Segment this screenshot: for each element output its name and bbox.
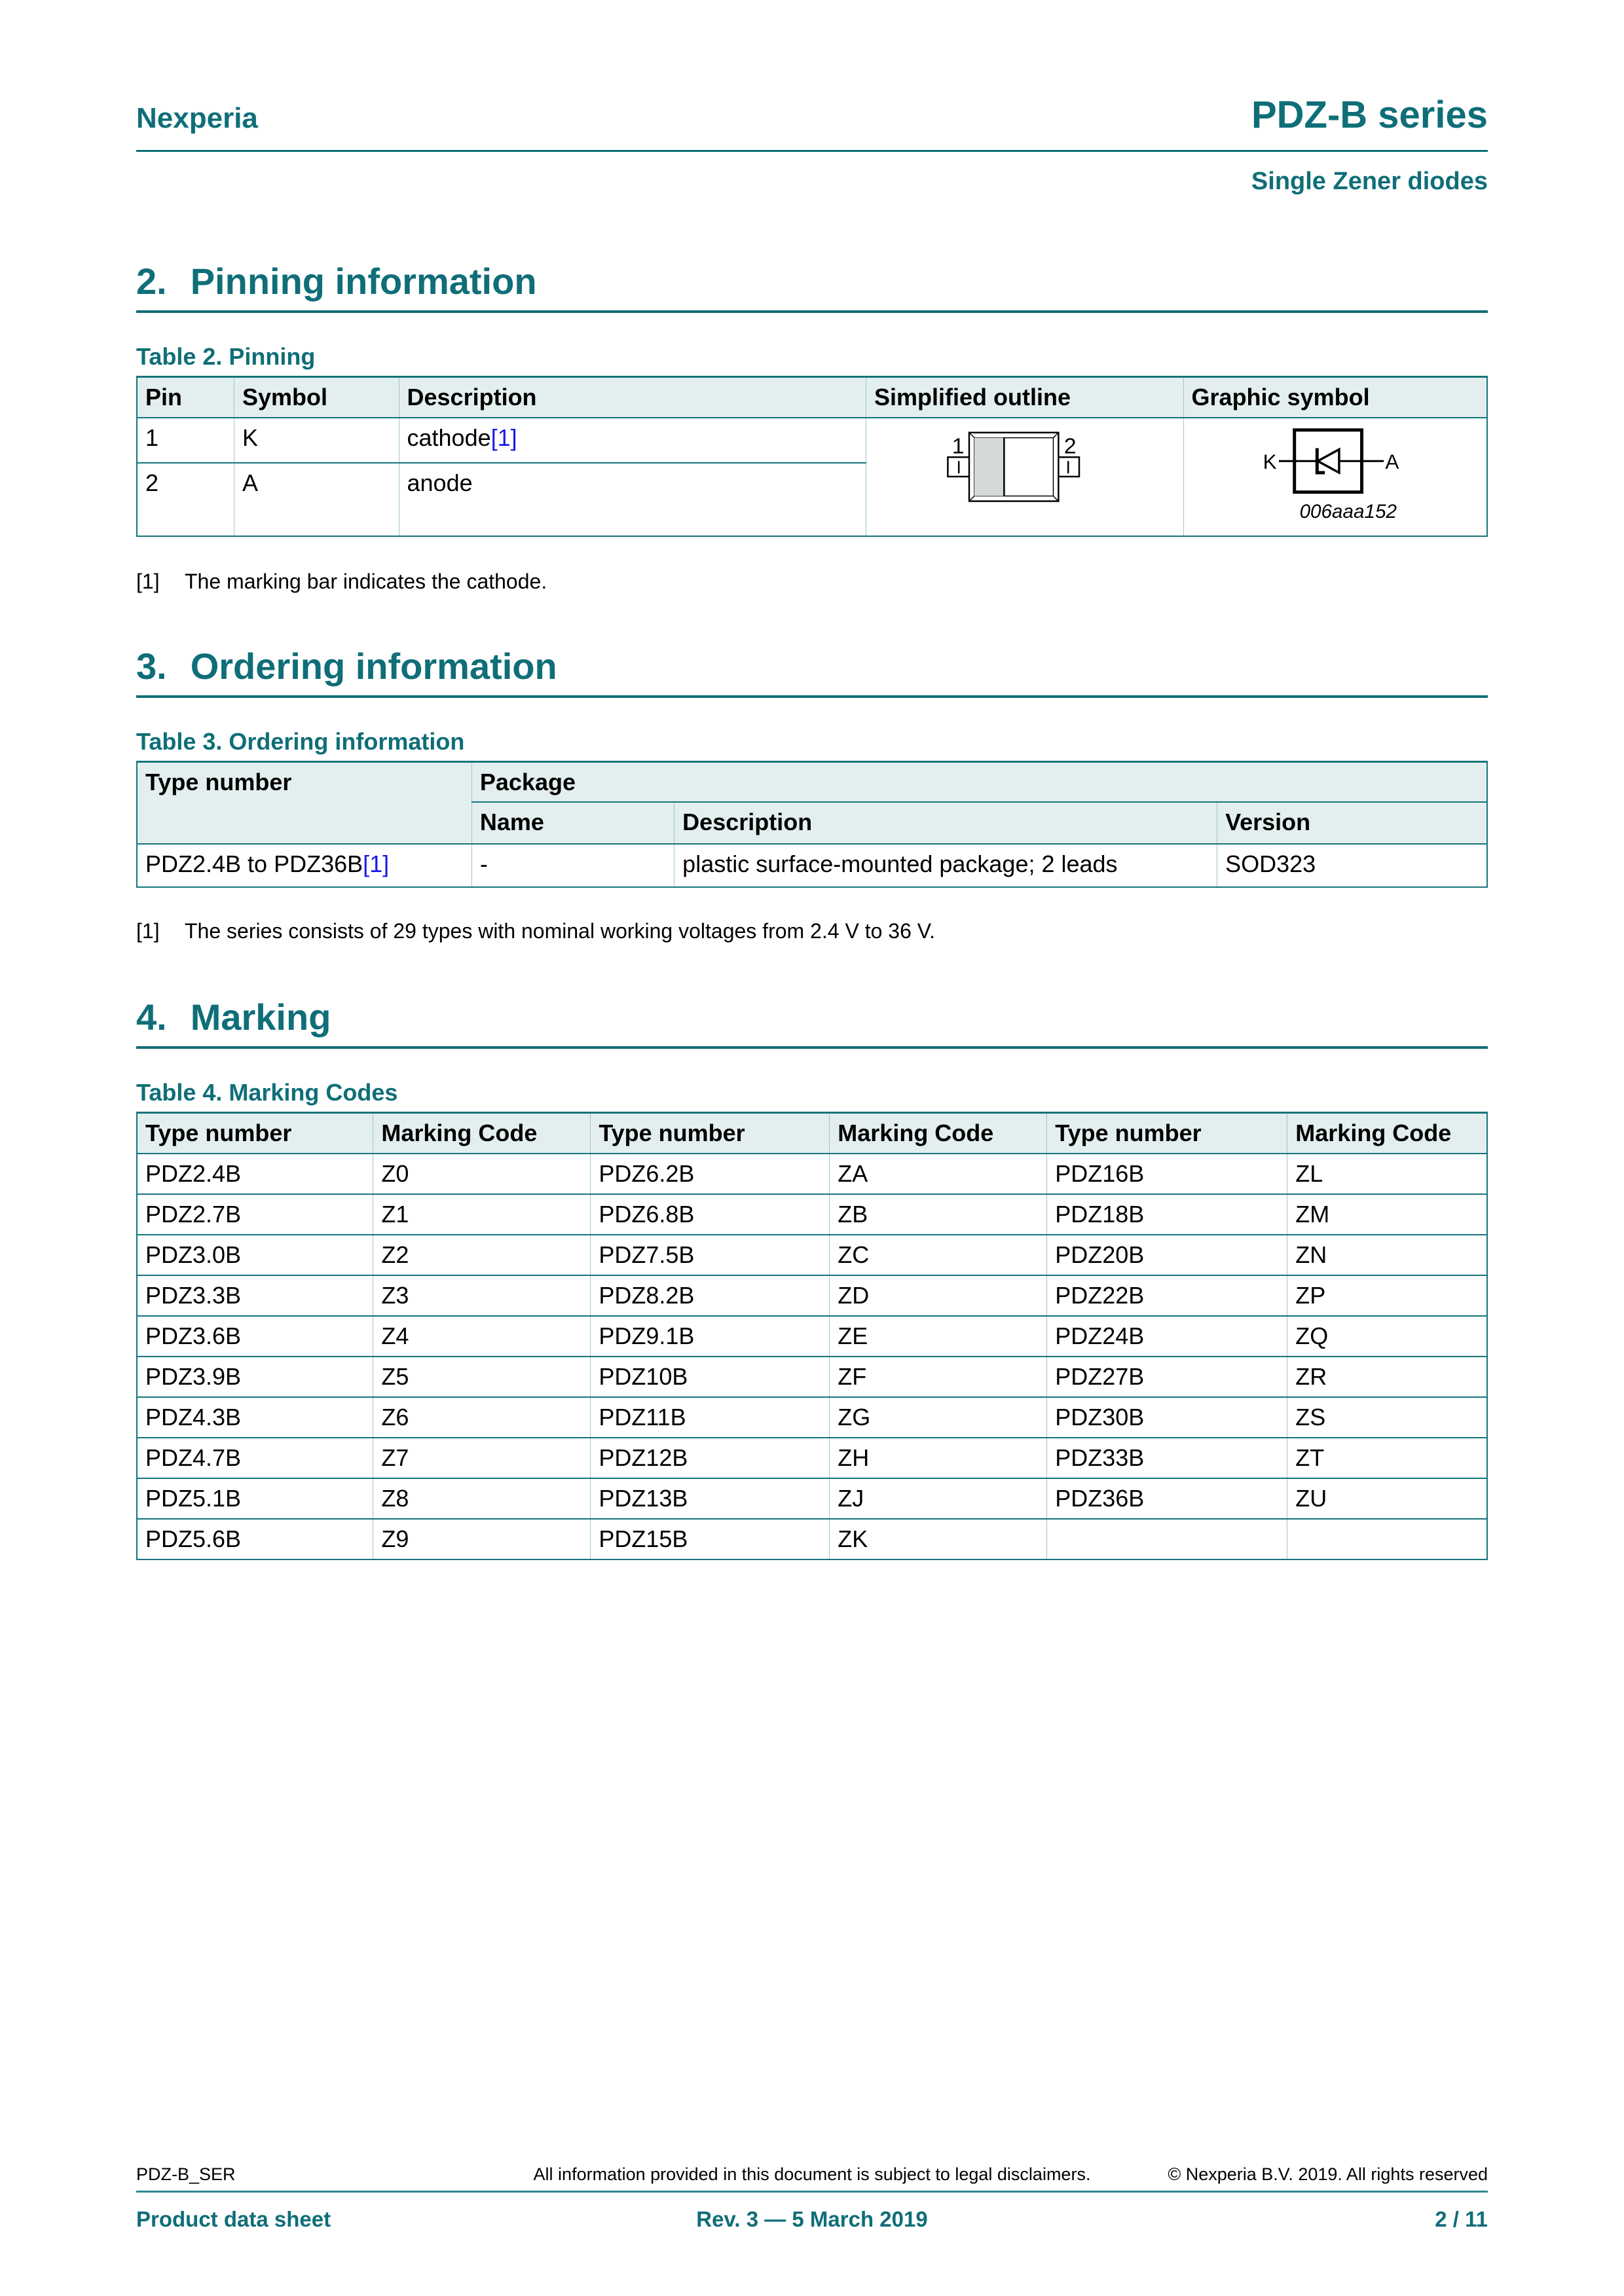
package-version-cell: SOD323 bbox=[1217, 844, 1487, 887]
footer-copyright: © Nexperia B.V. 2019. All rights reserved bbox=[1168, 2164, 1488, 2184]
cathode-terminal-label: K bbox=[1263, 449, 1277, 473]
marking-code-cell: Z6 bbox=[373, 1397, 591, 1438]
type-number-cell: PDZ5.1B bbox=[137, 1478, 373, 1519]
marking-code-cell: ZA bbox=[830, 1154, 1047, 1194]
pinning-table bbox=[136, 376, 1488, 537]
type-number-cell: PDZ9.1B bbox=[591, 1316, 830, 1357]
marking-code-cell: ZC bbox=[830, 1235, 1047, 1275]
zener-diode-symbol-drawing bbox=[1187, 418, 1483, 530]
col-header-version: Version bbox=[1217, 802, 1487, 844]
marking-code-cell: ZP bbox=[1287, 1275, 1487, 1316]
type-number-cell: PDZ16B bbox=[1047, 1154, 1287, 1194]
type-number-cell bbox=[137, 844, 471, 887]
type-number-cell: PDZ11B bbox=[591, 1397, 830, 1438]
pin1-label: 1 bbox=[952, 433, 965, 458]
table-row bbox=[137, 418, 1487, 463]
type-number-cell bbox=[1047, 1519, 1287, 1559]
section-number: 2. bbox=[136, 261, 167, 302]
section-rule bbox=[136, 1046, 1488, 1049]
col-header-type-number: Type number bbox=[137, 1113, 373, 1154]
document-title: PDZ-B series bbox=[1251, 94, 1488, 136]
footnote-ref-link[interactable]: [1] bbox=[490, 424, 517, 451]
type-number-cell: PDZ4.7B bbox=[137, 1438, 373, 1478]
marking-code-cell: ZD bbox=[830, 1275, 1047, 1316]
type-number-cell: PDZ18B bbox=[1047, 1194, 1287, 1235]
type-number-cell: PDZ3.9B bbox=[137, 1357, 373, 1397]
footer-revision: Rev. 3 — 5 March 2019 bbox=[696, 2207, 928, 2231]
marking-code-cell: ZL bbox=[1287, 1154, 1487, 1194]
type-number-cell: PDZ12B bbox=[591, 1438, 830, 1478]
type-number-cell: PDZ27B bbox=[1047, 1357, 1287, 1397]
footer-page-number: 2 / 11 bbox=[1435, 2207, 1488, 2231]
section-rule bbox=[136, 695, 1488, 698]
type-number-cell: PDZ8.2B bbox=[591, 1275, 830, 1316]
footnote-ref-link[interactable]: [1] bbox=[363, 850, 390, 877]
type-number-cell: PDZ3.3B bbox=[137, 1275, 373, 1316]
footnote-marker: [1] bbox=[136, 919, 160, 943]
table-row bbox=[137, 1357, 1487, 1397]
marking-code-cell: ZU bbox=[1287, 1478, 1487, 1519]
table-header-row bbox=[137, 377, 1487, 418]
marking-code-cell: ZB bbox=[830, 1194, 1047, 1235]
marking-code-cell: Z7 bbox=[373, 1438, 591, 1478]
type-number-cell: PDZ10B bbox=[591, 1357, 830, 1397]
marking-code-cell: Z5 bbox=[373, 1357, 591, 1397]
ordering-table bbox=[136, 761, 1488, 888]
footnote-text: The marking bar indicates the cathode. bbox=[185, 569, 547, 593]
type-number-cell: PDZ33B bbox=[1047, 1438, 1287, 1478]
col-header-package: Package bbox=[471, 761, 1487, 802]
table2-caption: Table 2. Pinning bbox=[136, 343, 316, 370]
marking-code-cell: ZK bbox=[830, 1519, 1047, 1559]
col-header-marking-code: Marking Code bbox=[1287, 1113, 1487, 1154]
type-number-cell: PDZ13B bbox=[591, 1478, 830, 1519]
type-number-cell: PDZ5.6B bbox=[137, 1519, 373, 1559]
section-heading-ordering bbox=[136, 645, 1488, 687]
type-number-cell: PDZ2.7B bbox=[137, 1194, 373, 1235]
marking-code-cell: ZG bbox=[830, 1397, 1047, 1438]
marking-code-cell: ZH bbox=[830, 1438, 1047, 1478]
table-row bbox=[137, 1235, 1487, 1275]
marking-code-cell: ZT bbox=[1287, 1438, 1487, 1478]
section-number: 3. bbox=[136, 645, 167, 687]
type-number-cell: PDZ30B bbox=[1047, 1397, 1287, 1438]
marking-code-cell: Z2 bbox=[373, 1235, 591, 1275]
col-header-name: Name bbox=[471, 802, 674, 844]
table-row bbox=[137, 1275, 1487, 1316]
pin-number-cell: 1 bbox=[137, 418, 234, 463]
marking-code-cell: ZE bbox=[830, 1316, 1047, 1357]
table3-caption: Table 3. Ordering information bbox=[136, 727, 465, 755]
table4-caption: Table 4. Marking Codes bbox=[136, 1079, 398, 1106]
type-number-cell: PDZ3.0B bbox=[137, 1235, 373, 1275]
table-header-row bbox=[137, 1113, 1487, 1154]
col-header-symbol: Symbol bbox=[234, 377, 399, 418]
marking-code-cell: ZM bbox=[1287, 1194, 1487, 1235]
table-row bbox=[137, 1519, 1487, 1559]
header-rule bbox=[136, 150, 1488, 152]
col-header-description: Description bbox=[674, 802, 1217, 844]
type-number-cell: PDZ2.4B bbox=[137, 1154, 373, 1194]
pin-number-cell: 2 bbox=[137, 463, 234, 536]
col-header-graphic-symbol: Graphic symbol bbox=[1183, 377, 1487, 418]
section-title: Ordering information bbox=[190, 645, 557, 687]
section-heading-pinning bbox=[136, 260, 1488, 302]
type-number-cell: PDZ6.8B bbox=[591, 1194, 830, 1235]
package-name-cell: - bbox=[471, 844, 674, 887]
table-row bbox=[137, 1194, 1487, 1235]
document-subtitle: Single Zener diodes bbox=[1251, 168, 1488, 195]
section-title: Pinning information bbox=[190, 261, 537, 302]
diode-triangle bbox=[1318, 449, 1340, 473]
simplified-outline-cell bbox=[866, 418, 1183, 536]
figure-id-label: 006aaa152 bbox=[1299, 500, 1397, 522]
marking-code-cell: Z8 bbox=[373, 1478, 591, 1519]
type-number-cell: PDZ20B bbox=[1047, 1235, 1287, 1275]
col-header-type-number: Type number bbox=[591, 1113, 830, 1154]
marking-code-cell bbox=[1287, 1519, 1487, 1559]
anode-terminal-label: A bbox=[1385, 449, 1399, 473]
type-number-text: PDZ2.4B to PDZ36B bbox=[145, 850, 363, 877]
type-number-cell: PDZ15B bbox=[591, 1519, 830, 1559]
page-footer bbox=[136, 2164, 1488, 2232]
marking-code-cell: ZJ bbox=[830, 1478, 1047, 1519]
type-number-cell: PDZ7.5B bbox=[591, 1235, 830, 1275]
col-header-pin: Pin bbox=[137, 377, 234, 418]
pin-description-cell bbox=[399, 418, 866, 463]
marking-code-cell: Z1 bbox=[373, 1194, 591, 1235]
cathode-marking-bar bbox=[974, 437, 1004, 496]
package-description-cell: plastic surface-mounted package; 2 leads bbox=[674, 844, 1217, 887]
col-header-marking-code: Marking Code bbox=[373, 1113, 591, 1154]
footer-meta-row bbox=[136, 2164, 1488, 2185]
footer-disclaimer: All information provided in this document is subject to legal disclaimers. bbox=[533, 2164, 1091, 2184]
marking-codes-table bbox=[136, 1112, 1488, 1560]
table-row bbox=[137, 1397, 1487, 1438]
type-number-cell: PDZ3.6B bbox=[137, 1316, 373, 1357]
footer-doc-type: Product data sheet bbox=[136, 2207, 331, 2231]
table-row bbox=[137, 844, 1487, 887]
marking-code-cell: Z9 bbox=[373, 1519, 591, 1559]
pin-symbol-cell: K bbox=[234, 418, 399, 463]
footnote-text: The series consists of 29 types with nominal working voltages from 2.4 V to 36 V. bbox=[185, 919, 936, 943]
table-row bbox=[137, 1154, 1487, 1194]
brand-logo-text: Nexperia bbox=[136, 102, 258, 134]
type-number-cell: PDZ24B bbox=[1047, 1316, 1287, 1357]
footnote bbox=[136, 919, 1488, 943]
graphic-symbol-cell bbox=[1183, 418, 1487, 536]
page-header bbox=[136, 93, 1488, 137]
footnote-marker: [1] bbox=[136, 569, 160, 593]
footnote bbox=[136, 570, 1488, 594]
marking-code-cell: Z0 bbox=[373, 1154, 591, 1194]
type-number-cell: PDZ22B bbox=[1047, 1275, 1287, 1316]
type-number-cell: PDZ4.3B bbox=[137, 1397, 373, 1438]
marking-code-cell: ZS bbox=[1287, 1397, 1487, 1438]
pin2-label: 2 bbox=[1064, 433, 1077, 458]
table-header-row bbox=[137, 761, 1487, 802]
marking-code-cell: ZR bbox=[1287, 1357, 1487, 1397]
section-number: 4. bbox=[136, 996, 167, 1038]
section-rule bbox=[136, 310, 1488, 313]
description-text: cathode bbox=[407, 424, 491, 451]
section-heading-marking bbox=[136, 996, 1488, 1038]
footer-rule bbox=[136, 2191, 1488, 2193]
col-header-type-number: Type number bbox=[137, 761, 471, 844]
table-row bbox=[137, 1316, 1487, 1357]
col-header-description: Description bbox=[399, 377, 866, 418]
col-header-marking-code: Marking Code bbox=[830, 1113, 1047, 1154]
footer-info-row bbox=[136, 2207, 1488, 2232]
pin-symbol-cell: A bbox=[234, 463, 399, 536]
col-header-outline: Simplified outline bbox=[866, 377, 1183, 418]
table-row bbox=[137, 1438, 1487, 1478]
type-number-cell: PDZ36B bbox=[1047, 1478, 1287, 1519]
marking-code-cell: ZN bbox=[1287, 1235, 1487, 1275]
marking-code-cell: Z4 bbox=[373, 1316, 591, 1357]
marking-code-cell: Z3 bbox=[373, 1275, 591, 1316]
marking-code-cell: ZQ bbox=[1287, 1316, 1487, 1357]
col-header-type-number: Type number bbox=[1047, 1113, 1287, 1154]
footer-doc-id: PDZ-B_SER bbox=[136, 2164, 236, 2184]
pin-description-cell: anode bbox=[399, 463, 866, 536]
marking-code-cell: ZF bbox=[830, 1357, 1047, 1397]
table-row bbox=[137, 1478, 1487, 1519]
sod323-outline-drawing bbox=[867, 418, 1182, 530]
section-title: Marking bbox=[190, 996, 331, 1038]
type-number-cell: PDZ6.2B bbox=[591, 1154, 830, 1194]
